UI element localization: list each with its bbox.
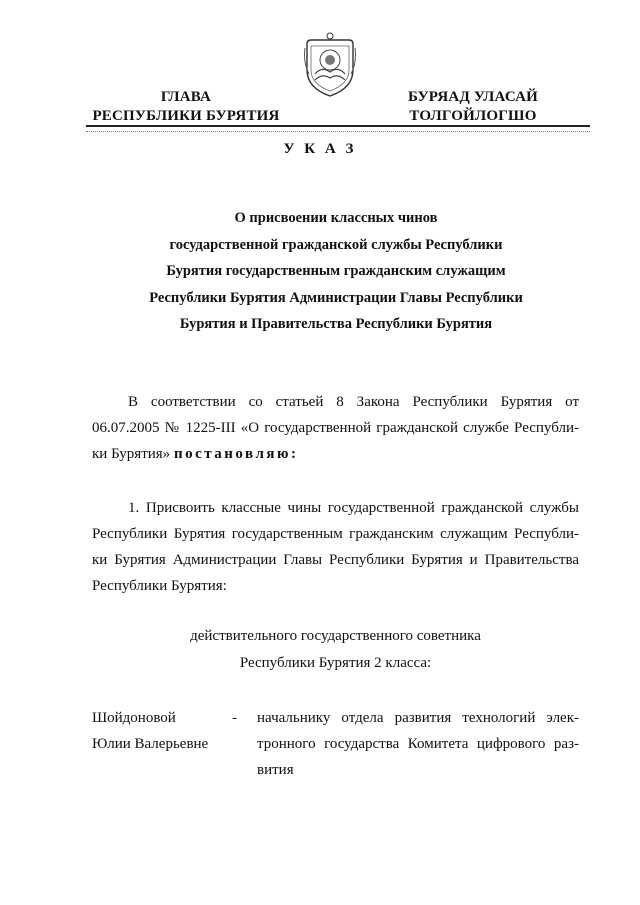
appointee-surname: Шойдоновой — [92, 710, 176, 726]
issuer-russian — [86, 88, 286, 126]
item-1-line: ки Бурятия Администрации Главы Республики Бурятия и Правительства — [92, 552, 579, 568]
preamble-line: В соответствии со статьей 8 Закона Республики Бурятия от — [128, 394, 579, 410]
rank-line: действительного государственного советника — [190, 628, 481, 644]
name-position-separator: - — [232, 710, 237, 726]
item-1-paragraph — [92, 495, 579, 599]
subject-line: О присвоении классных чинов — [234, 210, 438, 226]
rank-heading — [92, 623, 579, 677]
decree-word: постановляю: — [173, 446, 299, 462]
position-line: начальнику отдела развития технологий элек- — [257, 710, 579, 726]
item-1-line: Республики Бурятия государственным гражданским служащим Республи- — [92, 526, 579, 542]
appointee-name — [92, 705, 242, 757]
appointee-position — [257, 705, 579, 783]
preamble-paragraph — [92, 389, 579, 467]
position-line: вития — [257, 762, 294, 778]
subject-line: Республики Бурятия Администрации Главы Республики — [149, 289, 523, 306]
item-1-line: 1. Присвоить классные чины государственной гражданской службы — [128, 500, 579, 516]
subject-line: государственной гражданской службы Республики — [169, 236, 503, 253]
document-type-title: У К А З — [283, 141, 357, 157]
item-1-line: Республики Бурятия: — [92, 578, 227, 594]
issuer-buryat-line2: ТОЛГОЙЛОГШО — [409, 108, 537, 124]
issuer-buryat — [388, 88, 558, 126]
issuer-buryat-line1: БУРЯАД УЛАСАЙ — [407, 89, 539, 105]
preamble-line: 06.07.2005 № 1225-III «О государственной гражданской службе Республи- — [92, 420, 579, 436]
issuer-russian-line1: ГЛАВА — [160, 89, 212, 105]
header-divider-dotted — [86, 131, 590, 132]
preamble-line-text: ки Бурятия» — [92, 446, 174, 462]
position-line: тронного государства Комитета цифрового раз- — [257, 736, 579, 752]
subject-line: Бурятия государственным гражданским служащим — [166, 263, 506, 279]
buryatia-coat-of-arms-icon — [303, 30, 357, 98]
decree-subject — [96, 205, 576, 338]
issuer-russian-line2: РЕСПУБЛИКИ БУРЯТИЯ — [92, 108, 280, 124]
preamble-line-last — [92, 441, 579, 467]
header-divider — [86, 125, 590, 127]
appointee-given-names: Юлии Валерьевне — [92, 736, 209, 752]
subject-line: Бурятия и Правительства Республики Бурятия — [179, 316, 493, 332]
rank-line: Республики Бурятия 2 класса: — [239, 655, 432, 671]
